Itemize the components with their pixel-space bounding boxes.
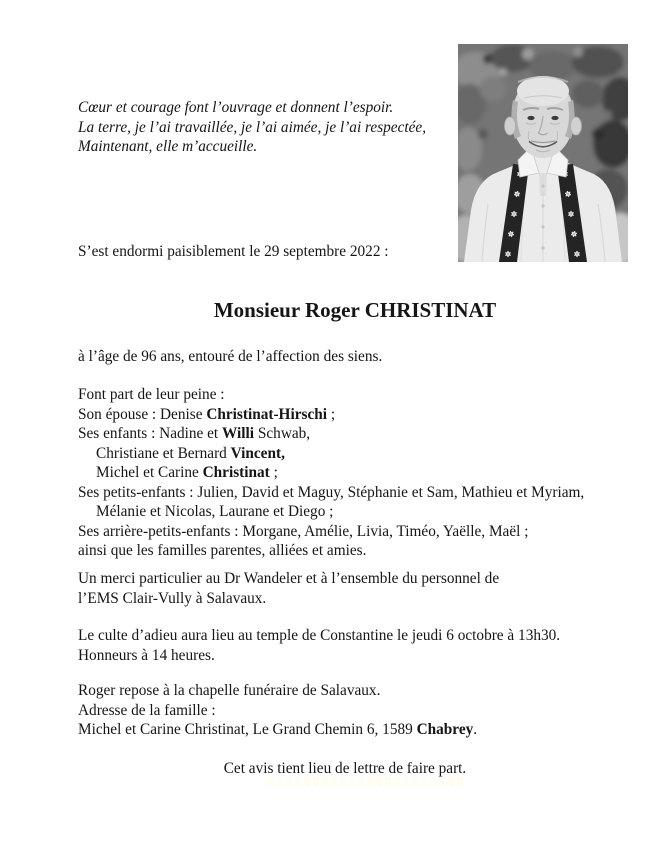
repose-section [78,681,477,740]
family-child-2: Christiane et Bernard Vincent, [96,444,285,462]
ceremony-line-1: Le culte d’adieu aura lieu au temple de Constantine le jeudi 6 octobre à 13h30. [78,627,561,644]
family-header: Font part de leur peine : [78,386,225,403]
thanks-line-2: l’EMS Clair-Vully à Salavaux. [78,589,267,607]
epigraph-line-2: La terre, je l’ai travaillée, je l’ai aimée, je l’ai respectée, [78,118,427,136]
family-section [78,385,584,561]
thanks-section [78,569,499,608]
families-line: ainsi que les familles parentes, alliées et amies. [78,542,367,559]
epigraph-line-3: Maintenant, elle m’accueille. [78,138,258,155]
repose-line: Roger repose à la chapelle funéraire de Salavaux. [78,682,381,699]
family-address: Michel et Carine Christinat, Le Grand Chemin 6, 1589 Chabrey. [78,721,478,738]
epigraph-line-1: Cœur et courage font l’ouvrage et donnent l’espoir. [78,99,394,116]
family-address-label: Adresse de la famille : [78,701,216,719]
death-announcement-line: S’est endormi paisiblement le 29 septembre 2022 : [78,243,389,260]
faint-watermark [268,777,464,787]
family-children: Ses enfants : Nadine et Willi Schwab, [78,425,311,442]
family-child-3: Michel et Carine Christinat ; [96,464,278,481]
portrait-photo [458,44,628,262]
epigraph [78,98,426,157]
portrait-photo-illustration [458,44,628,262]
thanks-line-1: Un merci particulier au Dr Wandeler et à l’ensemble du personnel de [78,570,500,587]
family-spouse: Son épouse : Denise Christinat-Hirschi ; [78,405,336,423]
grandchildren-line-1: Ses petits-enfants : Julien, David et Maguy, Stéphanie et Sam, Mathieu et Myriam, [78,483,585,501]
great-grandchildren-line: Ses arrière-petits-enfants : Morgane, Amélie, Livia, Timéo, Yaëlle, Maël ; [78,522,529,540]
grandchildren-line-2: Mélanie et Nicolas, Laurane et Diego ; [96,503,334,520]
age-line: à l’âge de 96 ans, entouré de l’affection des siens. [78,348,383,365]
ceremony-line-2: Honneurs à 14 heures. [78,646,215,664]
deceased-name: Monsieur Roger CHRISTINAT [213,298,497,322]
closing-line: Cet avis tient lieu de lettre de faire part. [223,760,467,777]
ceremony-section [78,626,560,665]
